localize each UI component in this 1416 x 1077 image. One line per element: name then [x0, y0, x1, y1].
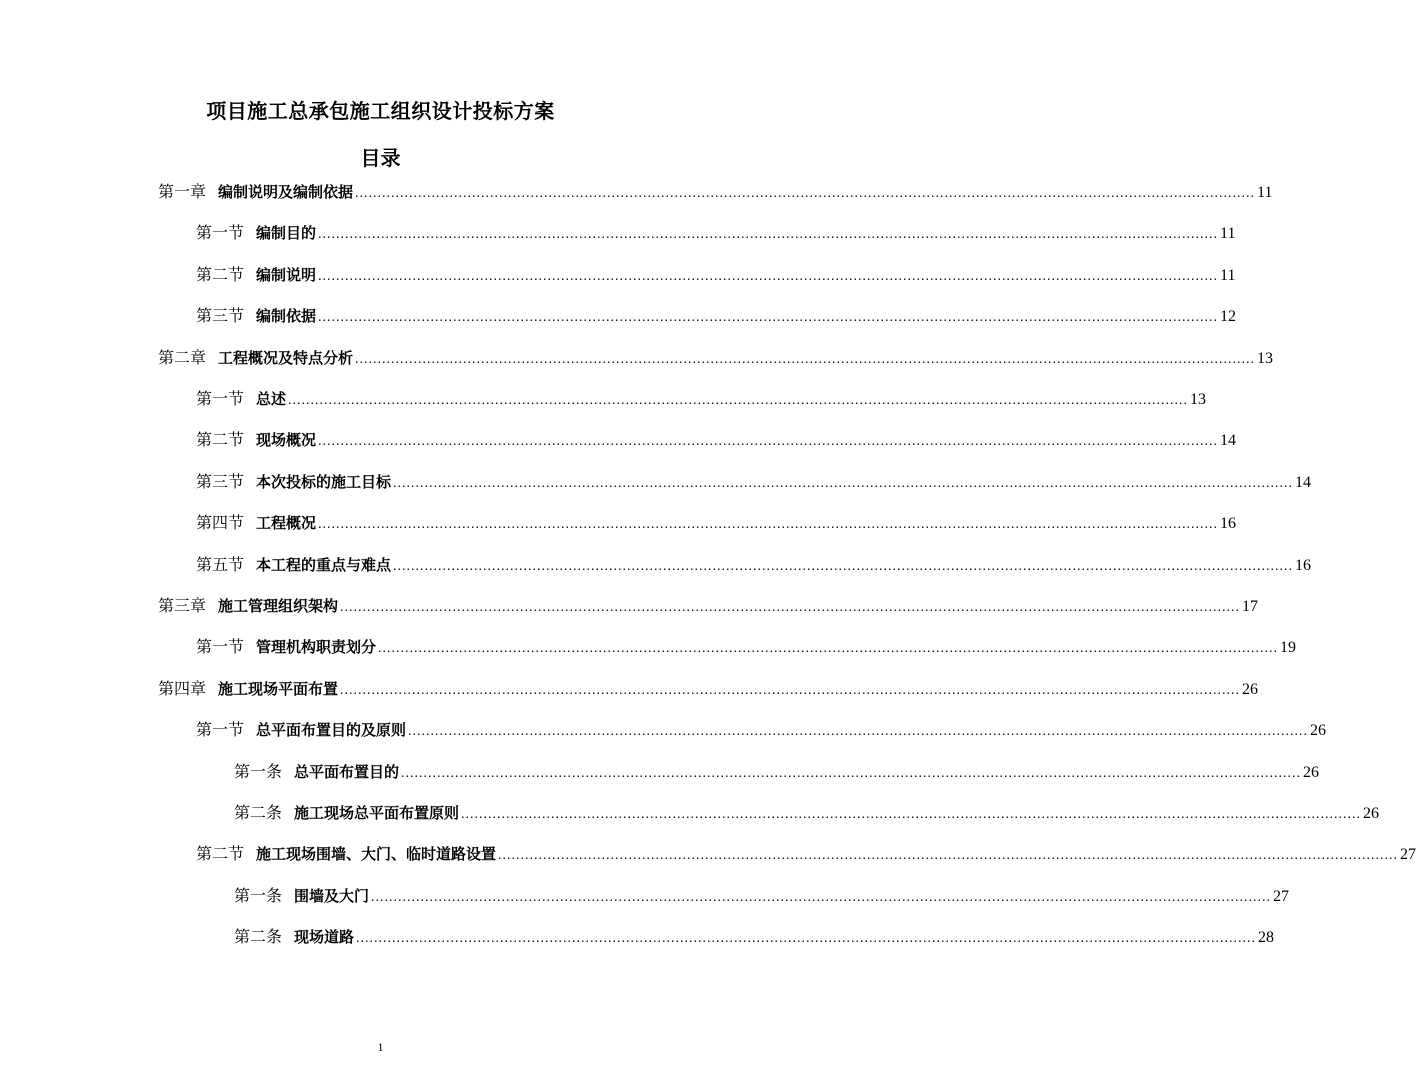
toc-dot-leader: ........................................................................................................................................................................................................	[340, 682, 1241, 698]
toc-entry[interactable]	[196, 387, 1207, 411]
toc-dot-leader: ........................................................................................................................................................................................................	[355, 186, 1256, 201]
toc-entry[interactable]	[196, 718, 1327, 742]
toc-dot-leader: ........................................................................................................................................................................................................	[340, 600, 1241, 615]
toc-entry-number: 第一节	[196, 391, 245, 408]
toc-dot-leader: ........................................................................................................................................................................................................	[408, 724, 1309, 740]
toc-entry-number: 第二条	[234, 929, 283, 947]
toc-entry-page: 26	[1242, 680, 1259, 698]
toc-entry-number: 第二章	[158, 349, 207, 367]
toc-entry[interactable]	[158, 180, 1273, 204]
toc-entry-title: 本工程的重点与难点	[256, 555, 392, 574]
toc-entry-page: 26	[1303, 763, 1320, 781]
toc-entry[interactable]	[234, 760, 1320, 784]
toc-dot-leader: ........................................................................................................................................................................................................	[318, 517, 1219, 533]
toc-dot-leader: ........................................................................................................................................................................................................	[318, 434, 1219, 450]
toc-dot-leader: ........................................................................................................................................................................................................	[318, 268, 1219, 284]
toc-dot-leader: ........................................................................................................................................................................................................	[461, 807, 1362, 822]
toc-entry-title: 工程概况	[256, 514, 317, 533]
toc-entry-title: 施工管理组织架构	[218, 597, 339, 615]
toc-entry-page: 11	[1220, 225, 1236, 243]
toc-entry[interactable]	[196, 842, 1416, 866]
toc-entry-title: 编制说明	[256, 265, 317, 284]
document-title: 项目施工总承包施工组织设计投标方案	[206, 99, 555, 123]
toc-entry[interactable]	[196, 428, 1237, 452]
toc-entry-title: 施工现场围墙、大门、临时道路设置	[256, 845, 497, 864]
toc-entry-number: 第一条	[234, 887, 283, 905]
toc-entry-number: 第四节	[196, 515, 245, 533]
toc-entry-title: 总平面布置目的及原则	[256, 721, 407, 740]
toc-entry-number: 第二节	[196, 266, 245, 284]
toc-entry[interactable]	[158, 346, 1274, 370]
toc-entry-number: 第二节	[196, 432, 245, 450]
toc-entry[interactable]	[196, 221, 1236, 245]
toc-dot-leader: ........................................................................................................................................................................................................	[393, 558, 1294, 574]
toc-entry-number: 第一节	[196, 639, 245, 657]
toc-entry-page: 11	[1220, 266, 1236, 284]
toc-entry-page: 13	[1257, 349, 1274, 367]
toc-dot-leader: ........................................................................................................................................................................................................	[371, 889, 1272, 905]
toc-heading: 目录	[360, 146, 401, 170]
toc-entry-page: 14	[1220, 432, 1237, 450]
toc-entry-page: 26	[1310, 722, 1327, 740]
toc-entry[interactable]	[158, 594, 1259, 618]
toc-entry-page: 17	[1242, 598, 1259, 615]
toc-entry-page: 13	[1190, 391, 1207, 408]
toc-entry-page: 16	[1220, 515, 1237, 533]
toc-dot-leader: ........................................................................................................................................................................................................	[378, 641, 1279, 657]
toc-entry-title: 施工现场总平面布置原则	[294, 804, 460, 822]
toc-dot-leader: ........................................................................................................................................................................................................	[498, 848, 1399, 864]
toc-dot-leader: ........................................................................................................................................................................................................	[401, 765, 1302, 781]
toc-entry-title: 现场概况	[256, 431, 317, 450]
toc-entry-page: 11	[1257, 184, 1273, 201]
toc-entry[interactable]	[196, 511, 1237, 535]
toc-entry[interactable]	[196, 553, 1312, 577]
toc-entry-number: 第三节	[196, 473, 245, 491]
toc-entry-title: 管理机构职责划分	[256, 638, 377, 657]
toc-entry-title: 本次投标的施工目标	[256, 472, 392, 491]
toc-entry-page: 26	[1363, 805, 1380, 822]
toc-entry[interactable]	[196, 635, 1297, 659]
toc-entry-title: 工程概况及特点分析	[218, 348, 354, 367]
toc-entry-page: 14	[1295, 473, 1312, 491]
toc-dot-leader: ........................................................................................................................................................................................................	[393, 475, 1294, 491]
toc-entry[interactable]	[158, 677, 1259, 701]
toc-entry-number: 第三节	[196, 308, 245, 326]
toc-dot-leader: ........................................................................................................................................................................................................	[318, 227, 1219, 243]
toc-entry-title: 编制依据	[256, 307, 317, 326]
toc-entry-page: 27	[1400, 846, 1416, 864]
toc-entry-title: 总述	[256, 390, 287, 408]
toc-entry[interactable]	[196, 304, 1237, 328]
toc-entry[interactable]	[196, 470, 1312, 494]
toc-dot-leader: ........................................................................................................................................................................................................	[288, 393, 1189, 408]
toc-entry-title: 总平面布置目的	[294, 762, 400, 781]
toc-entry[interactable]	[234, 884, 1290, 908]
toc-entry-number: 第三章	[158, 598, 207, 615]
toc-entry-title: 编制说明及编制依据	[218, 183, 354, 201]
page-number: 1	[377, 1040, 384, 1054]
toc-entry-title: 编制目的	[256, 224, 317, 243]
toc-entry-page: 19	[1280, 639, 1297, 657]
toc-entry-page: 16	[1295, 556, 1312, 574]
toc-entry-number: 第五节	[196, 556, 245, 574]
toc-entry[interactable]	[196, 263, 1236, 287]
toc-entry[interactable]	[234, 925, 1275, 949]
toc-dot-leader: ........................................................................................................................................................................................................	[356, 931, 1257, 947]
toc-entry-number: 第一章	[158, 184, 207, 201]
toc-dot-leader: ........................................................................................................................................................................................................	[355, 351, 1256, 367]
toc-entry-number: 第二条	[234, 805, 283, 822]
toc-dot-leader: ........................................................................................................................................................................................................	[318, 310, 1219, 326]
toc-entry-page: 28	[1258, 929, 1275, 947]
toc-entry-number: 第一节	[196, 722, 245, 740]
toc-entry[interactable]	[234, 801, 1380, 825]
toc-entry-number: 第一节	[196, 225, 245, 243]
toc-entry-number: 第一条	[234, 763, 283, 781]
toc-entry-page: 27	[1273, 887, 1290, 905]
toc-entry-title: 现场道路	[294, 928, 355, 947]
toc-entry-number: 第二节	[196, 846, 245, 864]
toc-entry-title: 围墙及大门	[294, 886, 370, 905]
toc-entry-page: 12	[1220, 308, 1237, 326]
toc-entry-title: 施工现场平面布置	[218, 679, 339, 698]
toc-entry-number: 第四章	[158, 680, 207, 698]
